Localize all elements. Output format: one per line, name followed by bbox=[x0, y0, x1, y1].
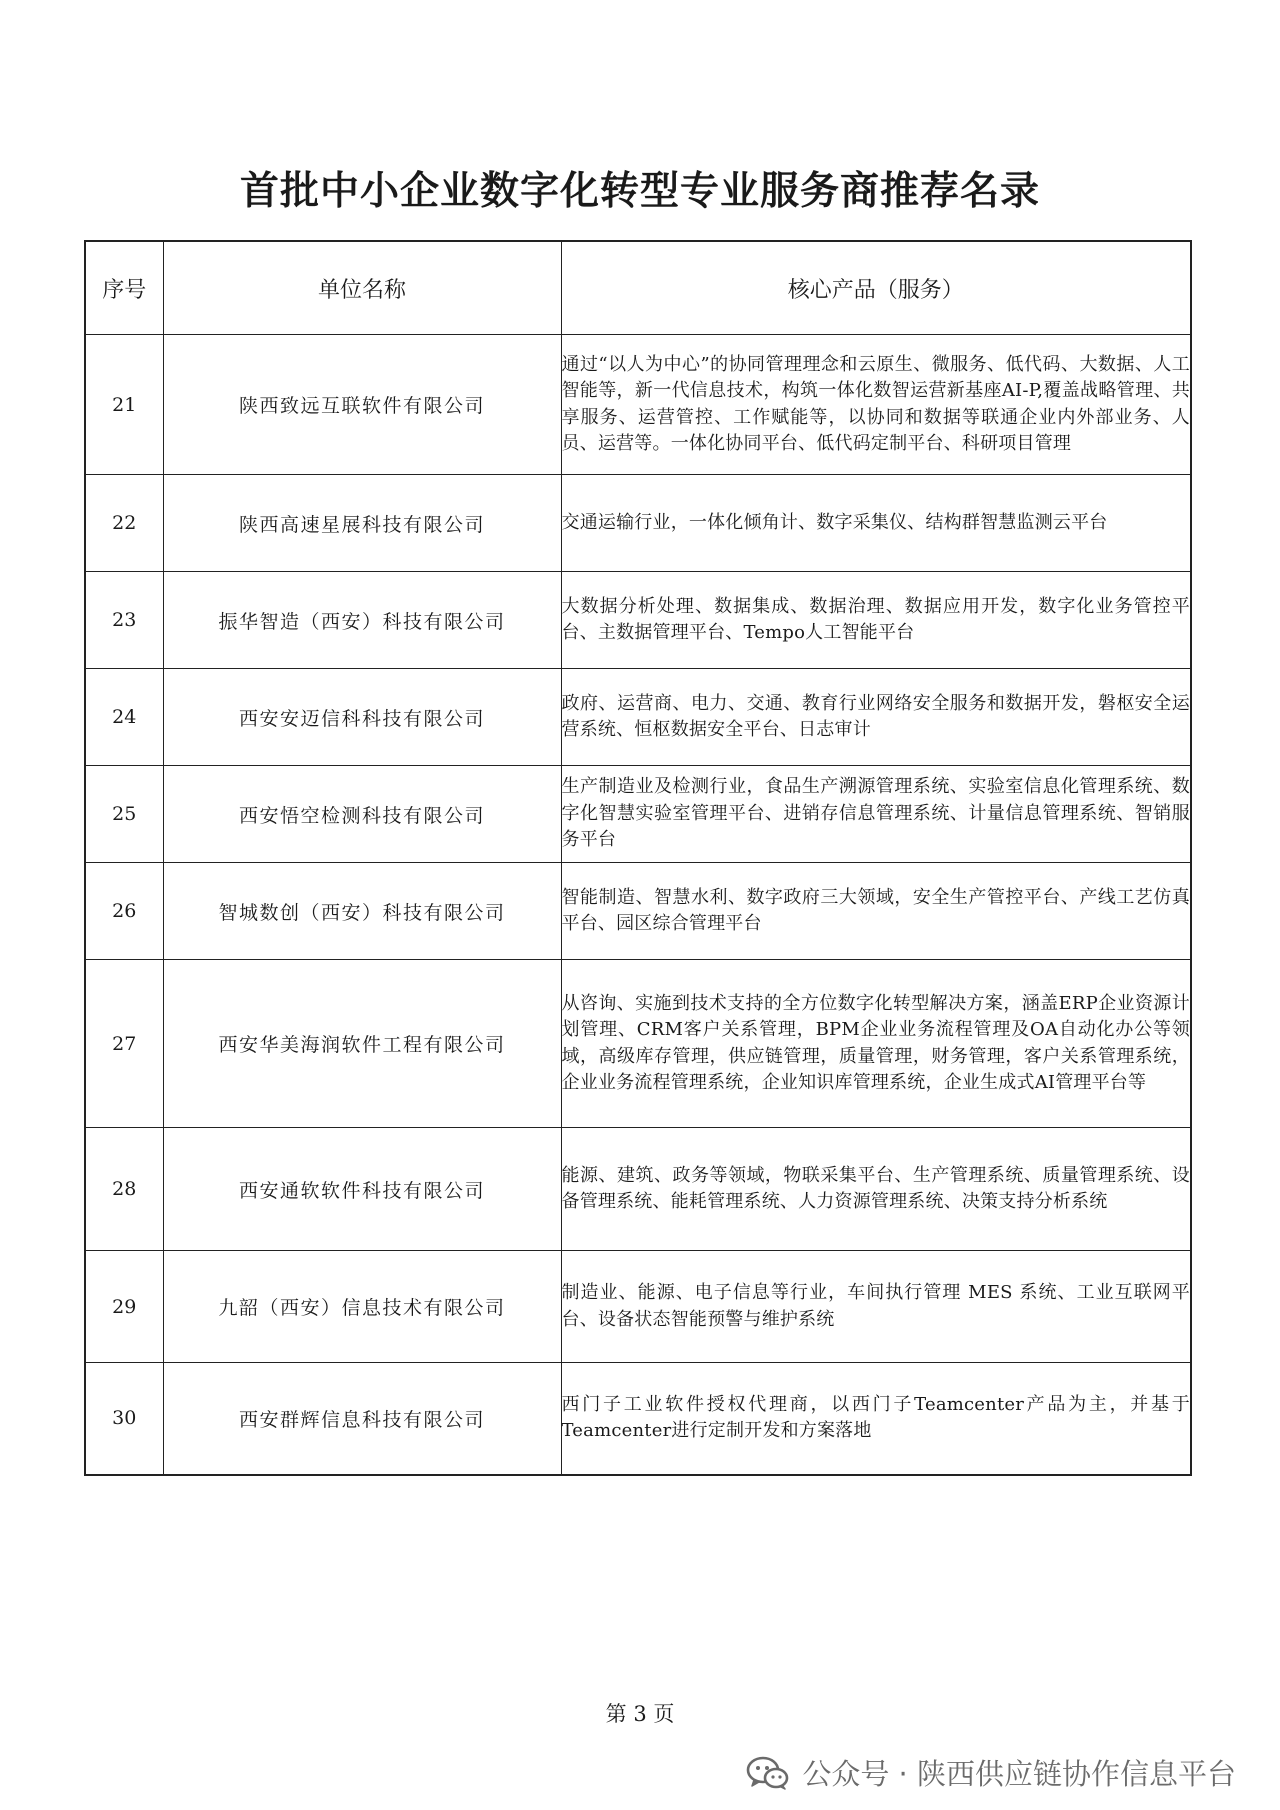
header-index: 序号 bbox=[85, 241, 163, 335]
row-index: 30 bbox=[85, 1363, 163, 1475]
row-company: 振华智造（西安）科技有限公司 bbox=[163, 572, 561, 669]
table-row bbox=[85, 669, 1191, 766]
row-company: 陕西致远互联软件有限公司 bbox=[163, 335, 561, 475]
table-row bbox=[85, 960, 1191, 1128]
table-row bbox=[85, 1363, 1191, 1475]
row-product: 交通运输行业，一体化倾角计、数字采集仪、结构群智慧监测云平台 bbox=[561, 475, 1191, 572]
row-company: 九韶（西安）信息技术有限公司 bbox=[163, 1251, 561, 1363]
watermark-text: 公众号 · 陕西供应链协作信息平台 bbox=[802, 1757, 1236, 1791]
row-product: 政府、运营商、电力、交通、教育行业网络安全服务和数据开发，磐枢安全运营系统、恒枢数据安全平台、日志审计 bbox=[561, 669, 1191, 766]
row-product: 从咨询、实施到技术支持的全方位数字化转型解决方案，涵盖ERP企业资源计划管理、CRM客户关系管理，BPM企业业务流程管理及OA自动化办公等领域，高级库存管理，供应链管理，质量管理，财务管理，客户关系管理系统，企业业务流程管理系统，企业知识库管理系统，企业生成式AI管理平台等 bbox=[561, 960, 1191, 1128]
row-index: 22 bbox=[85, 475, 163, 572]
row-company: 西安华美海润软件工程有限公司 bbox=[163, 960, 561, 1128]
row-index: 24 bbox=[85, 669, 163, 766]
row-product: 智能制造、智慧水利、数字政府三大领域，安全生产管控平台、产线工艺仿真平台、园区综合管理平台 bbox=[561, 863, 1191, 960]
row-index: 29 bbox=[85, 1251, 163, 1363]
wechat-icon bbox=[746, 1755, 790, 1791]
row-product: 西门子工业软件授权代理商，以西门子Teamcenter产品为主，并基于Teamcenter进行定制开发和方案落地 bbox=[561, 1363, 1191, 1475]
table-row bbox=[85, 766, 1191, 863]
table-row bbox=[85, 863, 1191, 960]
table-header-row bbox=[85, 241, 1191, 335]
header-product: 核心产品（服务） bbox=[561, 241, 1191, 335]
row-product: 能源、建筑、政务等领域，物联采集平台、生产管理系统、质量管理系统、设备管理系统、能耗管理系统、人力资源管理系统、决策支持分析系统 bbox=[561, 1128, 1191, 1251]
document-title: 首批中小企业数字化转型专业服务商推荐名录 bbox=[239, 168, 1040, 214]
row-company: 西安安迈信科科技有限公司 bbox=[163, 669, 561, 766]
watermark bbox=[746, 1752, 1236, 1793]
row-company: 西安群辉信息科技有限公司 bbox=[163, 1363, 561, 1475]
row-company: 智城数创（西安）科技有限公司 bbox=[163, 863, 561, 960]
page-number: 第 3 页 bbox=[605, 1702, 675, 1726]
row-company: 陕西高速星展科技有限公司 bbox=[163, 475, 561, 572]
row-index: 26 bbox=[85, 863, 163, 960]
row-index: 23 bbox=[85, 572, 163, 669]
table-row bbox=[85, 1128, 1191, 1251]
row-product: 大数据分析处理、数据集成、数据治理、数据应用开发，数字化业务管控平台、主数据管理平台、Tempo人工智能平台 bbox=[561, 572, 1191, 669]
row-product: 制造业、能源、电子信息等行业，车间执行管理 MES 系统、工业互联网平台、设备状态智能预警与维护系统 bbox=[561, 1251, 1191, 1363]
provider-table bbox=[84, 240, 1192, 1476]
row-product: 通过“以人为中心”的协同管理理念和云原生、微服务、低代码、大数据、人工智能等，新一代信息技术，构筑一体化数智运营新基座AI-P,覆盖战略管理、共享服务、运营管控、工作赋能等，以协同和数据等联通企业内外部业务、人员、运营等。一体化协同平台、低代码定制平台、科研项目管理 bbox=[561, 335, 1191, 475]
row-index: 28 bbox=[85, 1128, 163, 1251]
row-index: 21 bbox=[85, 335, 163, 475]
header-company: 单位名称 bbox=[163, 241, 561, 335]
row-company: 西安悟空检测科技有限公司 bbox=[163, 766, 561, 863]
row-index: 27 bbox=[85, 960, 163, 1128]
table-row bbox=[85, 335, 1191, 475]
table-row bbox=[85, 1251, 1191, 1363]
table-row bbox=[85, 572, 1191, 669]
row-product: 生产制造业及检测行业，食品生产溯源管理系统、实验室信息化管理系统、数字化智慧实验室管理平台、进销存信息管理系统、计量信息管理系统、智销服务平台 bbox=[561, 766, 1191, 863]
row-company: 西安通软软件科技有限公司 bbox=[163, 1128, 561, 1251]
table-row bbox=[85, 475, 1191, 572]
row-index: 25 bbox=[85, 766, 163, 863]
